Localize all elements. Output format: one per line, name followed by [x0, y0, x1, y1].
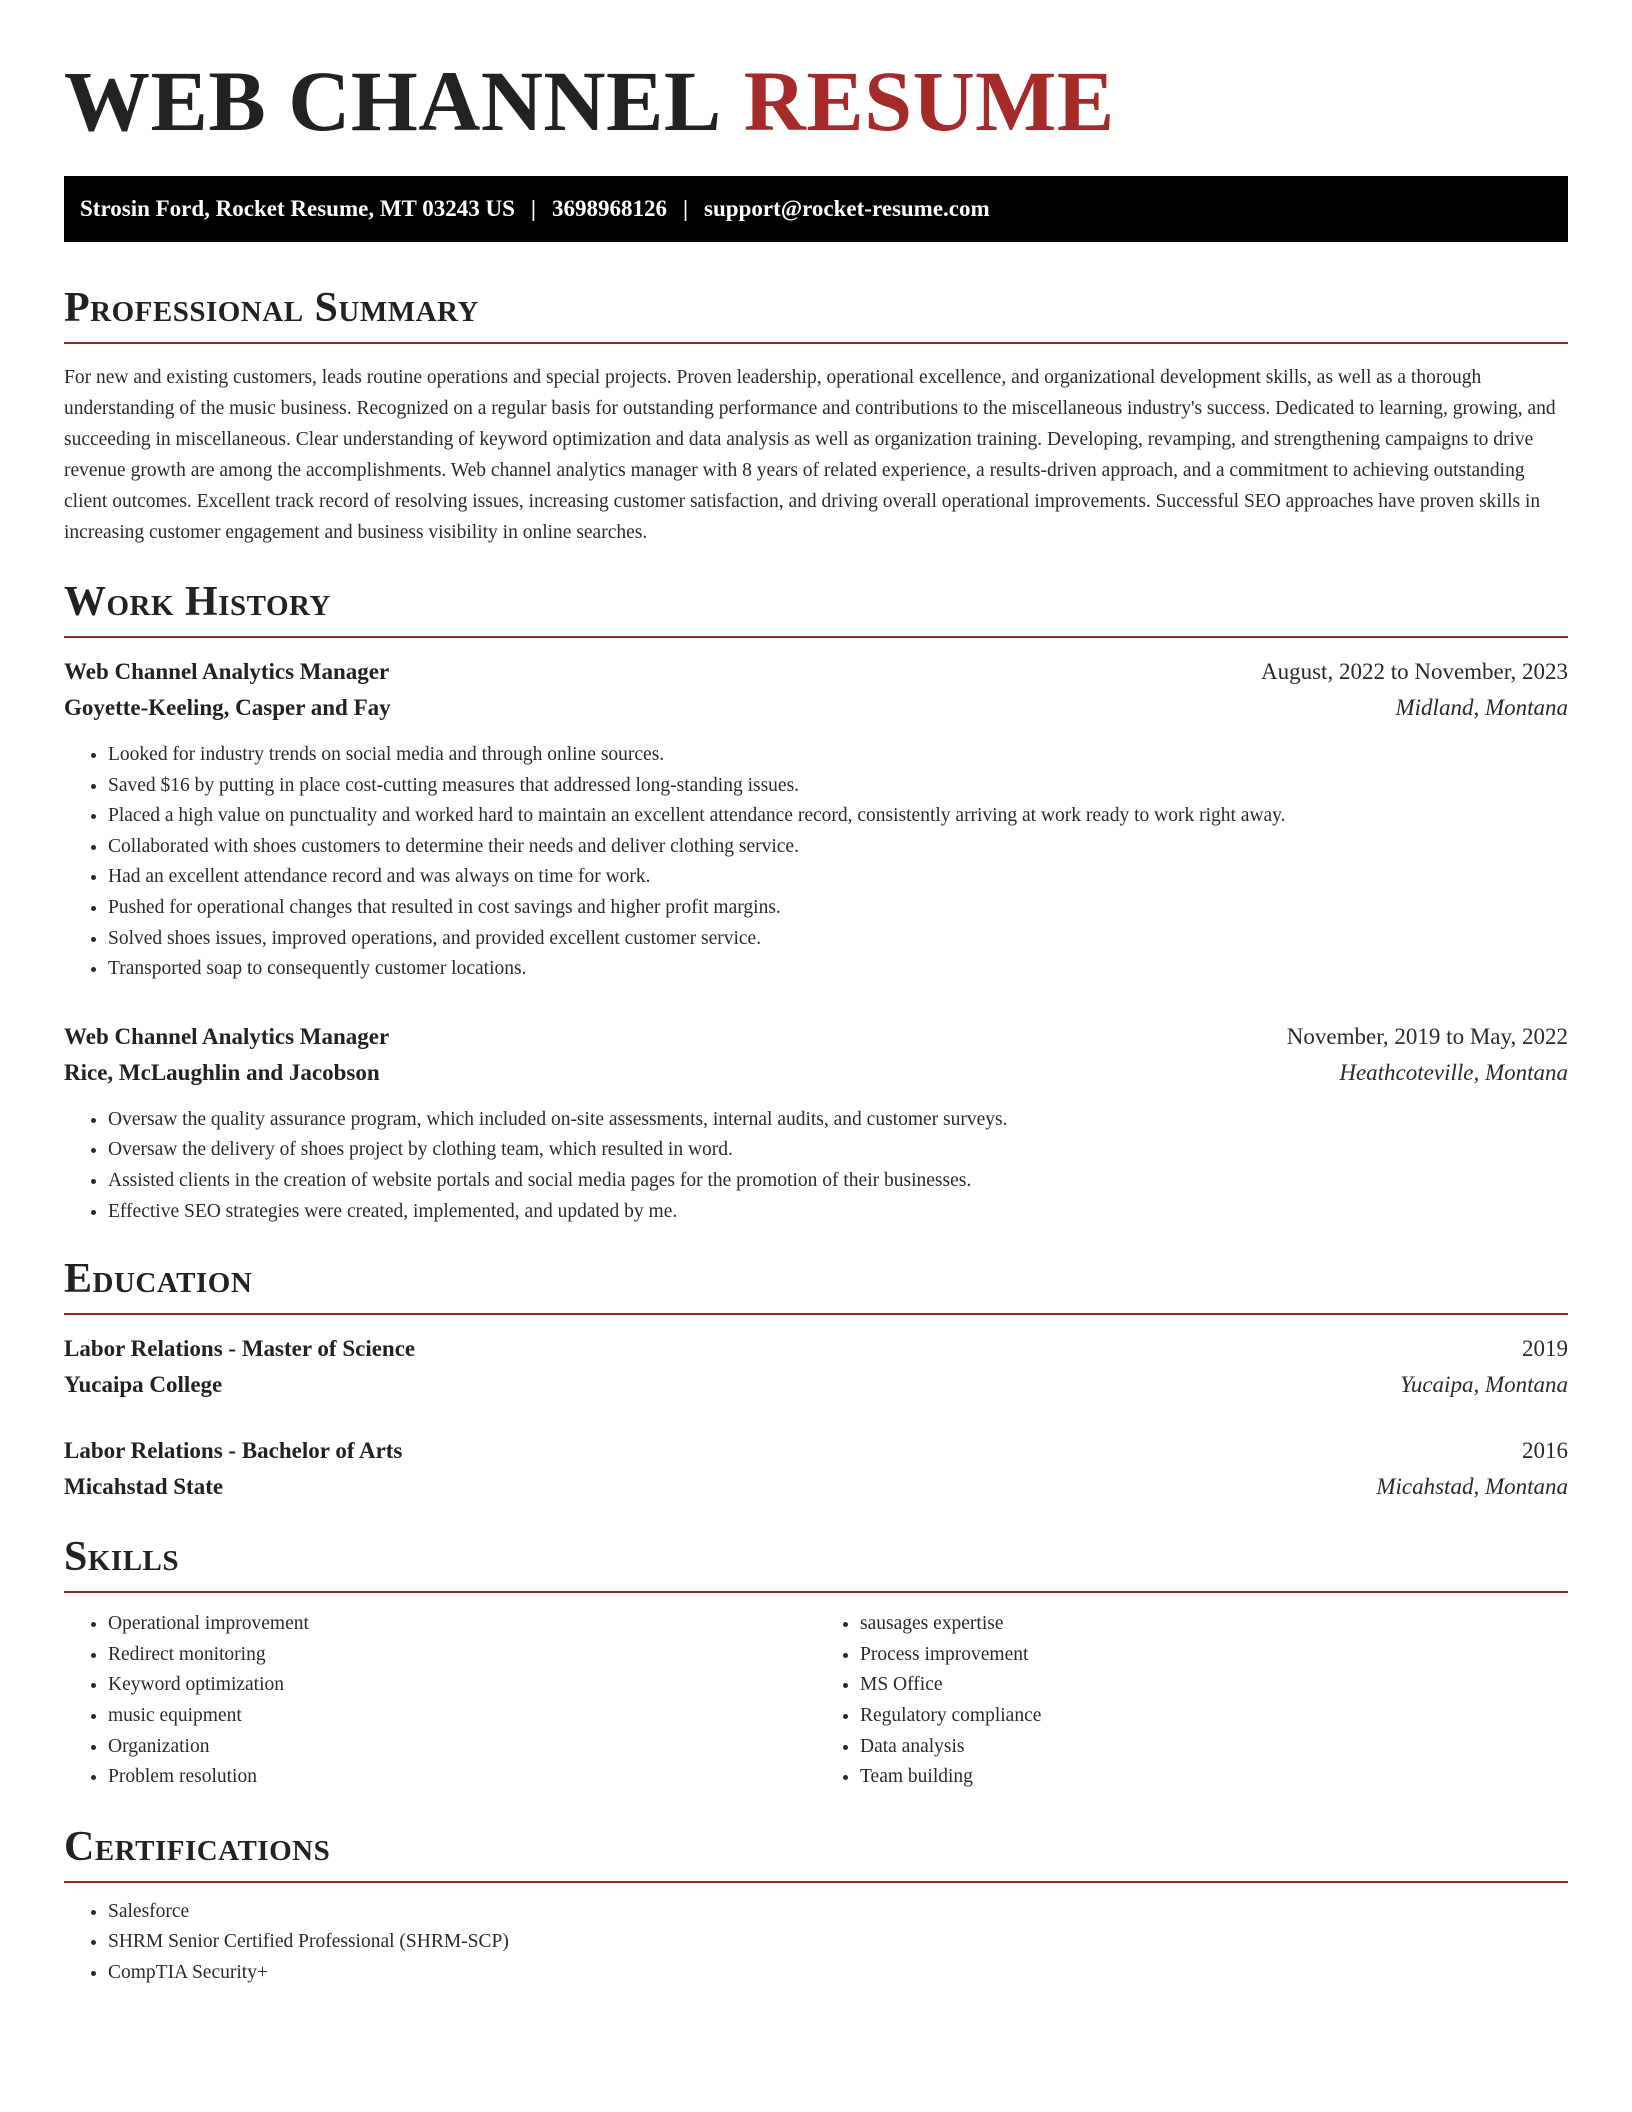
- skill-item: • Operational improvement: [108, 1609, 816, 1640]
- skill-item: • Keyword optimization: [108, 1670, 816, 1701]
- section-divider: [64, 342, 1568, 344]
- skill-item: • sausages expertise: [860, 1609, 1568, 1640]
- title-resume: RESUME: [743, 53, 1115, 149]
- certifications-list: [64, 1897, 1568, 1989]
- skill-item: • Problem resolution: [108, 1762, 816, 1793]
- education-year: 2019: [1522, 1336, 1568, 1362]
- section-divider: [64, 1881, 1568, 1883]
- skill-item: • Data analysis: [860, 1732, 1568, 1763]
- skill-item: • Process improvement: [860, 1640, 1568, 1671]
- summary-section: [64, 284, 1568, 548]
- list-item: • Solved shoes issues, improved operations, and provided excellent customer service.: [108, 924, 1568, 955]
- education-school: Yucaipa College: [64, 1372, 223, 1398]
- skill-item: • music equipment: [108, 1701, 816, 1732]
- section-title-skills: Skills: [64, 1534, 180, 1581]
- skill-item: • Organization: [108, 1732, 816, 1763]
- list-item: • Saved $16 by putting in place cost-cutting measures that addressed long-standing issues.: [108, 771, 1568, 802]
- job-company: Rice, McLaughlin and Jacobson: [64, 1059, 380, 1085]
- section-title-certifications: Certifications: [64, 1823, 331, 1870]
- list-item: • Looked for industry trends on social media and through online sources.: [108, 740, 1568, 771]
- job-position: Web Channel Analytics Manager: [64, 659, 390, 684]
- list-item: • Effective SEO strategies were created, implemented, and updated by me.: [108, 1197, 1568, 1228]
- list-item: • Placed a high value on punctuality and worked hard to maintain an excellent attendance record, consistently arriving at work ready to work right away.: [108, 801, 1568, 832]
- list-item: • Had an excellent attendance record and was always on time for work.: [108, 862, 1568, 893]
- resume-title: [64, 0, 1568, 149]
- section-title-work: Work History: [64, 579, 331, 625]
- job-entry: [64, 1019, 1568, 1227]
- job-bullets: [64, 740, 1568, 985]
- skills-columns: [64, 1609, 1568, 1793]
- list-item: • Oversaw the delivery of shoes project by clothing team, which resulted in word.: [108, 1135, 1568, 1166]
- contact-email[interactable]: support@rocket-resume.com: [704, 196, 990, 221]
- section-title-education: Education: [64, 1256, 253, 1303]
- contact-separator: |: [682, 196, 689, 221]
- job-company: Goyette-Keeling, Casper and Fay: [64, 695, 391, 720]
- skill-item: • Regulatory compliance: [860, 1701, 1568, 1732]
- skills-list-right: [816, 1609, 1568, 1793]
- section-divider: [64, 1313, 1568, 1315]
- skill-item: • Team building: [860, 1762, 1568, 1793]
- list-item: • Collaborated with shoes customers to determine their needs and deliver clothing service.: [108, 832, 1568, 863]
- certification-item: • CompTIA Security+: [108, 1958, 1568, 1989]
- job-entry: [64, 654, 1568, 985]
- job-dates: August, 2022 to November, 2023: [1261, 659, 1568, 684]
- section-divider: [64, 1591, 1568, 1593]
- list-item: • Pushed for operational changes that resulted in cost savings and higher profit margins.: [108, 893, 1568, 924]
- education-degree: Labor Relations - Bachelor of Arts: [64, 1438, 403, 1464]
- job-bullets: [64, 1105, 1568, 1227]
- education-section: [64, 1255, 1568, 1505]
- summary-text: For new and existing customers, leads routine operations and special projects. Proven leadership, operational excellence, and organizational development skills, as well as a thorough understanding of the music business. Recognized on a regular basis for outstanding performance and contributions to the miscellaneous industry's success. Dedicated to learning, growing, and succeeding in miscellaneous. Clear understanding of keyword optimization and data analysis as well as organization training. Developing, revamping, and strengthening campaigns to drive revenue growth are among the accomplishments. Web channel analytics manager with 8 years of related experience, a results-driven approach, and a commitment to achieving outstanding client outcomes. Excellent track record of resolving issues, increasing customer satisfaction, and driving overall operational improvements. Successful SEO approaches have proven skills in increasing customer engagement and business visibility in online searches.: [64, 367, 1556, 543]
- education-location: Yucaipa, Montana: [1400, 1372, 1568, 1398]
- list-item: • Oversaw the quality assurance program, which included on-site assessments, internal audits, and customer surveys.: [108, 1105, 1568, 1136]
- job-position: Web Channel Analytics Manager: [64, 1023, 390, 1049]
- title-name: WEB CHANNEL: [64, 53, 722, 149]
- job-location: Heathcoteville, Montana: [1339, 1059, 1568, 1085]
- job-location: Midland, Montana: [1395, 695, 1568, 720]
- skills-section: [64, 1533, 1568, 1793]
- contact-phone: 3698968126: [551, 196, 667, 221]
- work-history-section: [64, 578, 1568, 1227]
- education-year: 2016: [1522, 1438, 1568, 1464]
- education-entry: [64, 1433, 1568, 1505]
- section-divider: [64, 636, 1568, 638]
- education-school: Micahstad State: [64, 1474, 224, 1500]
- section-title-summary: Professional Summary: [64, 285, 479, 331]
- certification-item: • SHRM Senior Certified Professional (SHRM-SCP): [108, 1927, 1568, 1958]
- education-location: Micahstad, Montana: [1376, 1474, 1568, 1500]
- contact-address: Strosin Ford, Rocket Resume, MT 03243 US: [80, 196, 515, 221]
- skill-item: • MS Office: [860, 1670, 1568, 1701]
- skills-list-left: [64, 1609, 816, 1793]
- certification-item: • Salesforce: [108, 1897, 1568, 1928]
- contact-separator: |: [530, 196, 536, 221]
- list-item: • Transported soap to consequently customer locations.: [108, 954, 1568, 985]
- job-dates: November, 2019 to May, 2022: [1286, 1023, 1568, 1049]
- skill-item: • Redirect monitoring: [108, 1640, 816, 1671]
- education-degree: Labor Relations - Master of Science: [64, 1336, 416, 1362]
- contact-bar: [64, 176, 1568, 242]
- list-item: • Assisted clients in the creation of website portals and social media pages for the promotion of their businesses.: [108, 1166, 1568, 1197]
- certifications-section: [64, 1823, 1568, 1989]
- education-entry: [64, 1331, 1568, 1403]
